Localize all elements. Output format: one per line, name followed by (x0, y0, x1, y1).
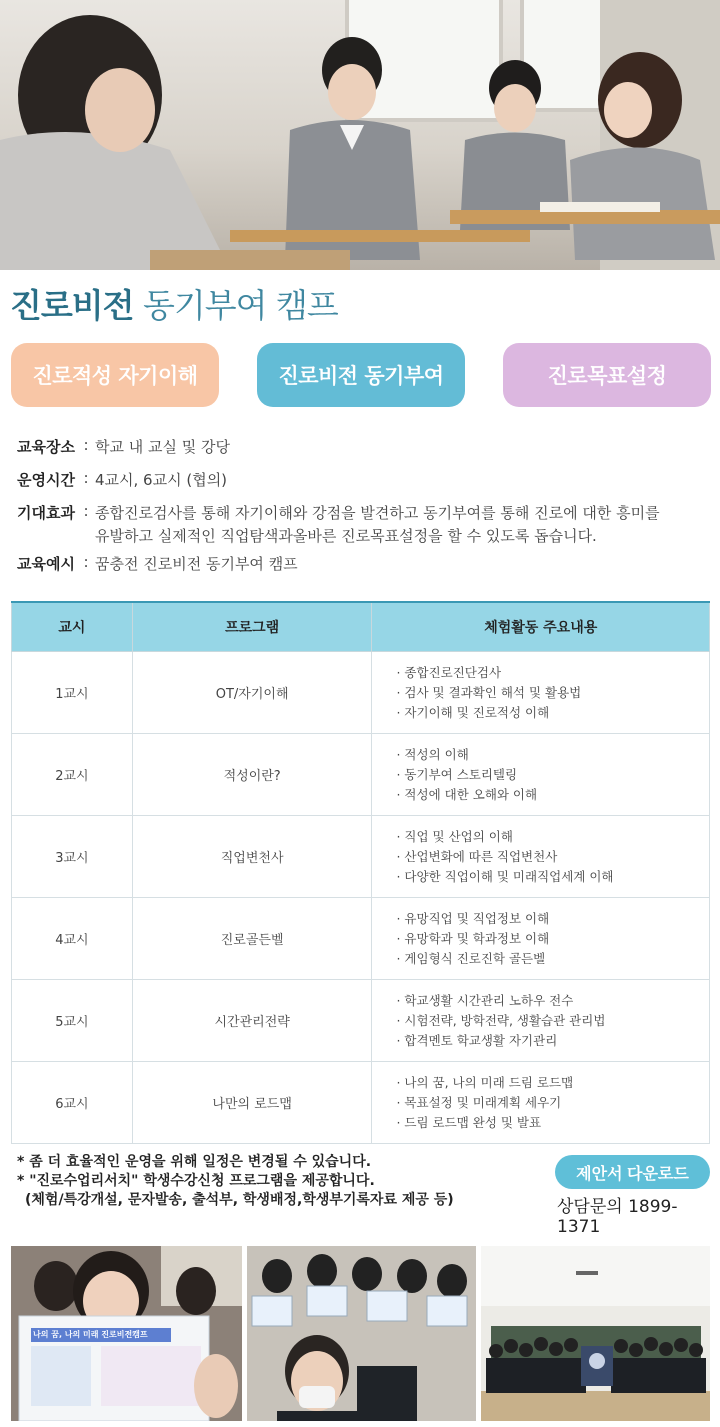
photo-students-group-selfie (247, 1246, 476, 1421)
note-line: * 좀 더 효율적인 운영을 위해 일정은 변경될 수 있습니다. (17, 1154, 372, 1170)
cell-activities (372, 898, 710, 980)
table-row (12, 980, 710, 1062)
cell-period: 6교시 (12, 1062, 133, 1144)
cell-period: 1교시 (12, 652, 133, 734)
table-row (12, 898, 710, 980)
activity-item: · 시험전략, 방학전략, 생활습관 관리법 (396, 1012, 606, 1028)
activity-item: · 자기이해 및 진로적성 이해 (396, 704, 550, 720)
table-row (12, 816, 710, 898)
cell-program: 시간관리전략 (132, 980, 372, 1062)
download-proposal-button[interactable]: 제안서 다운로드 (555, 1155, 710, 1189)
note-line: (체험/특강개설, 문자발송, 출석부, 학생배정,학생부기록자료 제공 등) (25, 1192, 454, 1208)
info-label: 기대효과 (17, 504, 75, 522)
activity-item: · 적성에 대한 오해와 이해 (396, 786, 538, 802)
info-value: 꿈충전 진로비전 동기부여 캠프 (95, 555, 298, 573)
title-strong: 진로비전 (10, 286, 134, 325)
table-row (12, 652, 710, 734)
cell-period: 2교시 (12, 734, 133, 816)
activity-item: · 합격멘토 학교생활 자기관리 (396, 1032, 558, 1048)
activity-item: · 동기부여 스토리텔링 (396, 766, 518, 782)
info-label: 교육장소 (17, 438, 75, 456)
cell-program: 진로골든벨 (132, 898, 372, 980)
photo-class-group (481, 1246, 710, 1421)
activity-item: · 종합진로진단검사 (396, 664, 502, 680)
cell-period: 3교시 (12, 816, 133, 898)
table-header-row (12, 602, 710, 652)
photo-sign-text: 나의 꿈, 나의 미래 진로비전캠프 (33, 1330, 148, 1339)
table-row (12, 734, 710, 816)
theme-pills (0, 343, 720, 407)
pill-self-understanding: 진로적성 자기이해 (11, 343, 219, 407)
schedule-table (11, 601, 710, 1144)
info-label: 운영시간 (17, 471, 75, 489)
cell-period: 5교시 (12, 980, 133, 1062)
info-label: 교육예시 (17, 555, 75, 573)
col-header-activities: 체험활동 주요내용 (372, 602, 710, 652)
cell-program: 나만의 로드맵 (132, 1062, 372, 1144)
photo-student-with-sign (11, 1246, 242, 1421)
info-time: 운영시간 : 4교시, 6교시 (협의) (17, 469, 227, 492)
col-header-period: 교시 (12, 602, 133, 652)
info-effect: 기대효과 : 종합진로검사를 통해 자기이해와 강점을 발견하고 동기부여를 통해 진로에 대한 흥미를 유발하고 실제적인 직업탐색과올바른 진로목표설정을 할 수 있도록 돕습니다. (17, 502, 660, 548)
activity-item: · 나의 꿈, 나의 미래 드림 로드맵 (396, 1074, 574, 1090)
activity-item: · 검사 및 결과확인 해석 및 활용법 (396, 684, 582, 700)
activity-item: · 적성의 이해 (396, 746, 469, 762)
info-example: 교육예시 : 꿈충전 진로비전 동기부여 캠프 (17, 553, 298, 576)
activity-item: · 목표설정 및 미래계획 세우기 (396, 1094, 562, 1110)
cell-activities (372, 1062, 710, 1144)
pill-goal-setting: 진로목표설정 (503, 343, 711, 407)
activity-item: · 드림 로드맵 완성 및 발표 (396, 1114, 542, 1130)
info-place: 교육장소 : 학교 내 교실 및 강당 (17, 436, 230, 459)
cell-program: 적성이란? (132, 734, 372, 816)
info-value-line2: 유발하고 실제적인 직업탐색과올바른 진로목표설정을 할 수 있도록 돕습니다. (95, 527, 597, 545)
cell-activities (372, 734, 710, 816)
note-line: * "진로수업리서치" 학생수강신청 프로그램을 제공합니다. (17, 1173, 375, 1189)
notes (17, 1153, 454, 1210)
info-value: 4교시, 6교시 (협의) (95, 471, 228, 489)
activity-item: · 다양한 직업이해 및 미래직업세계 이해 (396, 868, 614, 884)
cell-period: 4교시 (12, 898, 133, 980)
activity-item: · 유망직업 및 직업정보 이해 (396, 910, 550, 926)
activity-item: · 학교생활 시간관리 노하우 전수 (396, 992, 574, 1008)
title-rest: 동기부여 캠프 (143, 286, 338, 325)
page-title (10, 280, 338, 327)
pill-motivation: 진로비전 동기부여 (257, 343, 465, 407)
cell-activities (372, 652, 710, 734)
info-value: 학교 내 교실 및 강당 (95, 438, 230, 456)
table-row (12, 1062, 710, 1144)
cell-program: 직업변천사 (132, 816, 372, 898)
activity-item: · 산업변화에 따른 직업변천사 (396, 848, 558, 864)
hero-classroom-photo (0, 0, 720, 270)
activity-item: · 직업 및 산업의 이해 (396, 828, 513, 844)
activity-item: · 게임형식 진로진학 골든벨 (396, 950, 546, 966)
cell-activities (372, 980, 710, 1062)
cell-activities (372, 816, 710, 898)
info-value-line1: 종합진로검사를 통해 자기이해와 강점을 발견하고 동기부여를 통해 진로에 대한 흥미를 (95, 504, 660, 522)
col-header-program: 프로그램 (132, 602, 372, 652)
cell-program: OT/자기이해 (132, 652, 372, 734)
contact-phone: 상담문의 1899-1371 (557, 1197, 678, 1237)
activity-item: · 유망학과 및 학과정보 이해 (396, 930, 550, 946)
